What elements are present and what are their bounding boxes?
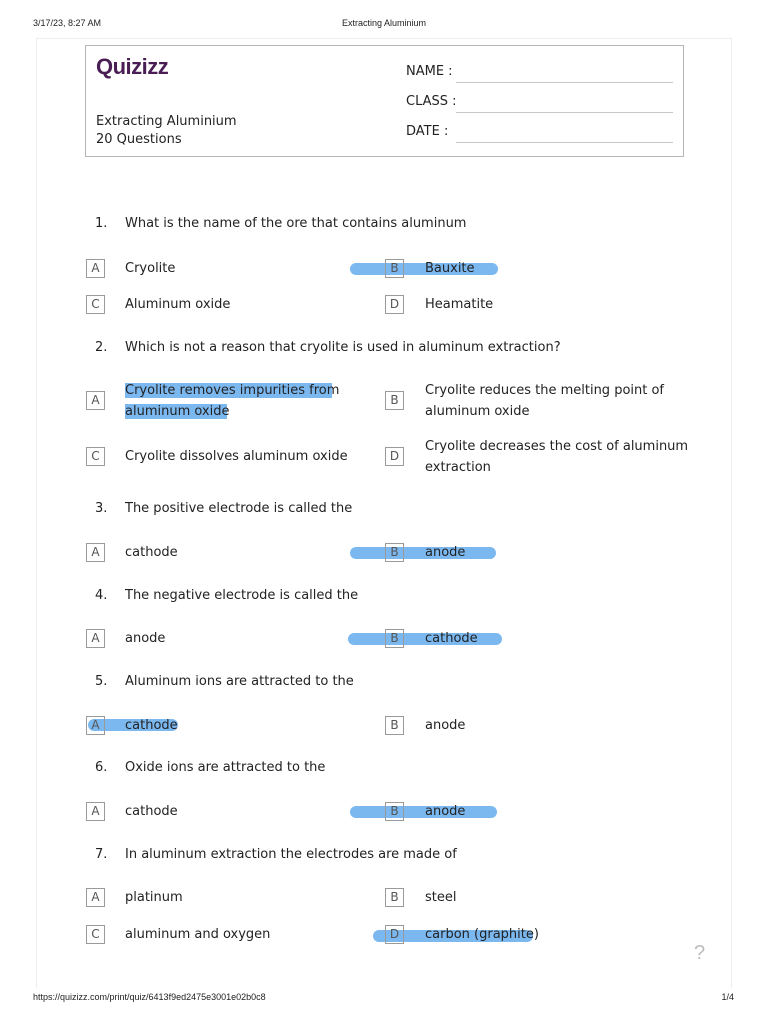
option-letter-b[interactable]: B <box>385 802 404 821</box>
name-label: NAME : <box>406 64 453 79</box>
question-count: 20 Questions <box>96 132 182 147</box>
option-text: steel <box>425 890 457 905</box>
option-letter-a[interactable]: A <box>86 888 105 907</box>
option-text: anode <box>425 545 466 560</box>
class-field[interactable] <box>456 112 673 113</box>
option-text <box>125 380 395 422</box>
option-text <box>425 436 695 478</box>
option-letter-a[interactable]: A <box>86 629 105 648</box>
question-number: 7. <box>95 847 108 862</box>
option-text: platinum <box>125 890 183 905</box>
question-text: The negative electrode is called the <box>125 588 359 603</box>
option-letter-b[interactable]: B <box>385 716 404 735</box>
option-letter-a[interactable]: A <box>86 802 105 821</box>
question-number: 4. <box>95 588 108 603</box>
page-number: 1/4 <box>721 992 734 1002</box>
option-text: Cryolite <box>125 261 176 276</box>
name-field[interactable] <box>456 82 673 83</box>
option-letter-b[interactable]: B <box>385 543 404 562</box>
quiz-header <box>85 45 684 157</box>
option-letter-a[interactable]: A <box>86 259 105 278</box>
class-label: CLASS : <box>406 94 457 109</box>
option-letter-a[interactable]: A <box>86 716 105 735</box>
option-text: cathode <box>125 545 178 560</box>
date-field[interactable] <box>456 142 673 143</box>
question-text: What is the name of the ore that contains aluminum <box>125 216 467 231</box>
option-text: cathode <box>125 804 178 819</box>
option-text: cathode <box>425 631 478 646</box>
quizizz-logo: Quizizz <box>96 54 169 79</box>
print-url: https://quizizz.com/print/quiz/6413f9ed2475e3001e02b0c8 <box>33 992 266 1002</box>
option-text: anode <box>425 804 466 819</box>
print-title: Extracting Aluminium <box>341 18 427 28</box>
option-letter-d[interactable]: D <box>385 447 404 466</box>
option-letter-a[interactable]: A <box>86 543 105 562</box>
option-letter-b[interactable]: B <box>385 259 404 278</box>
option-letter-b[interactable]: B <box>385 888 404 907</box>
option-text-line: aluminum oxide <box>125 404 230 419</box>
question-number: 1. <box>95 216 108 231</box>
option-letter-c[interactable]: C <box>86 295 105 314</box>
option-text: carbon (graphite) <box>425 927 539 942</box>
option-text: anode <box>425 718 466 733</box>
option-text-line: Cryolite reduces the melting point of <box>425 383 665 398</box>
option-text-line: aluminum oxide <box>425 404 530 419</box>
quiz-title: Extracting Aluminium <box>96 114 237 129</box>
option-text: cathode <box>125 718 178 733</box>
question-text: In aluminum extraction the electrodes are made of <box>125 847 457 862</box>
option-text: Cryolite dissolves aluminum oxide <box>125 449 348 464</box>
option-text: anode <box>125 631 166 646</box>
question-number: 2. <box>95 340 108 355</box>
question-text: The positive electrode is called the <box>125 501 353 516</box>
question-text: Oxide ions are attracted to the <box>125 760 326 775</box>
option-text: aluminum and oxygen <box>125 927 271 942</box>
option-text-line: extraction <box>425 460 491 475</box>
date-label: DATE : <box>406 124 449 139</box>
option-text: Aluminum oxide <box>125 297 231 312</box>
option-text: Bauxite <box>425 261 475 276</box>
question-number: 3. <box>95 501 108 516</box>
option-letter-c[interactable]: C <box>86 447 105 466</box>
option-letter-b[interactable]: B <box>385 391 404 410</box>
option-letter-c[interactable]: C <box>86 925 105 944</box>
option-letter-b[interactable]: B <box>385 629 404 648</box>
question-number: 5. <box>95 674 108 689</box>
question-number: 6. <box>95 760 108 775</box>
option-text-line: Cryolite removes impurities from <box>125 383 340 398</box>
option-text <box>425 380 695 422</box>
question-text: Aluminum ions are attracted to the <box>125 674 354 689</box>
question-text: Which is not a reason that cryolite is used in aluminum extraction? <box>125 340 561 355</box>
option-text-line: Cryolite decreases the cost of aluminum <box>425 439 689 454</box>
question-mark-icon[interactable]: ? <box>694 942 706 964</box>
option-letter-d[interactable]: D <box>385 295 404 314</box>
print-datetime: 3/17/23, 8:27 AM <box>33 18 102 28</box>
option-text: Heamatite <box>425 297 494 312</box>
option-letter-d[interactable]: D <box>385 925 404 944</box>
option-letter-a[interactable]: A <box>86 391 105 410</box>
